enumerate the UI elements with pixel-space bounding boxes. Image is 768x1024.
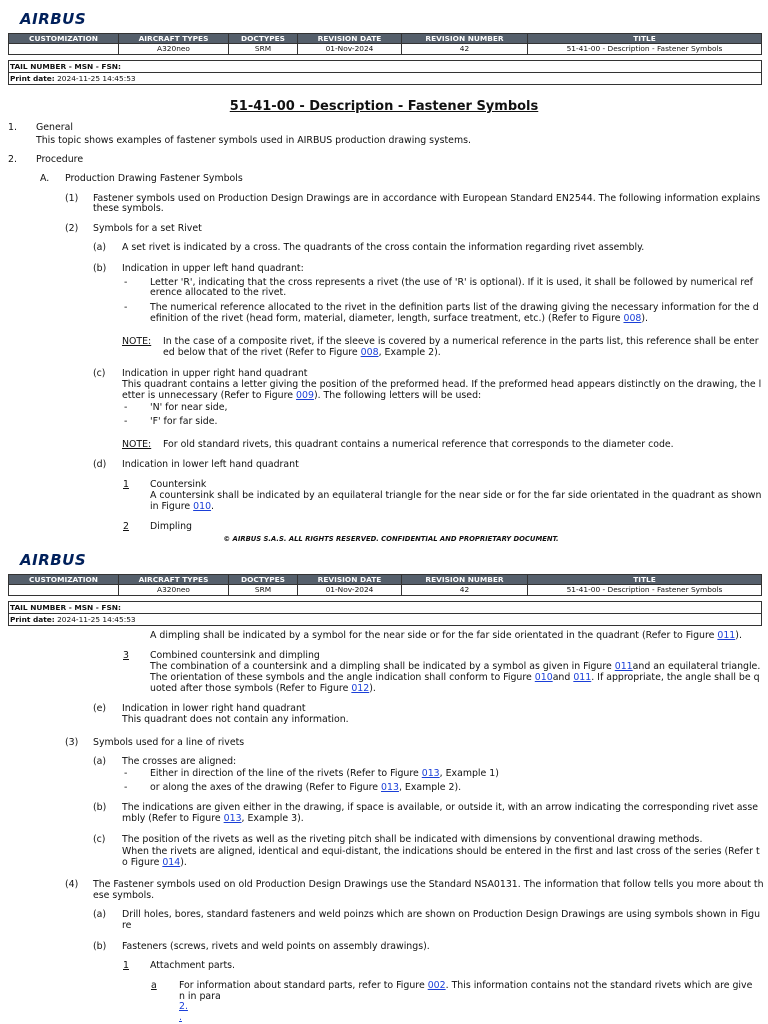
header-val-title: 51-41-00 - Description - Fastener Symbols [528, 585, 762, 596]
header-val-customization [9, 44, 119, 55]
paragraph-text: The position of the rivets as well as the riveting pitch shall be indicated with dimensions by conventional drawing methods. [122, 834, 703, 845]
paragraph-text: This topic shows examples of fastener symbols used in AIRBUS production drawing systems. [36, 135, 471, 146]
paragraph-text: This quadrant contains a letter giving the position of the preformed head. If the preformed head appears distinctly on the drawing, the l [122, 379, 762, 390]
item-heading: The crosses are aligned: [122, 756, 237, 767]
paragraph-text: Fastener symbols used on Production Design Drawings are in accordance with European Standard EN2544. The following information explains [93, 193, 761, 204]
step-number: 2 [123, 521, 129, 532]
paragraph-text: For information about standard parts, refer to Figure 002. This information contains not the standard rivets which are give [179, 980, 753, 991]
figure-link-011[interactable]: 011 [614, 661, 633, 672]
paragraph-text: When the rivets are aligned, identical and equi-distant, the indications should be entered in the first and last cross of the series (Refer t [122, 846, 760, 857]
step-number: 1 [123, 479, 129, 490]
header-col-doctypes: DOCTYPES [229, 575, 298, 585]
step-heading: Dimpling [150, 521, 193, 532]
header-val-revision-number: 42 [402, 44, 528, 55]
document-title: 51-41-00 - Description - Fastener Symbols [229, 99, 539, 114]
figure-link-008[interactable]: 008 [623, 313, 642, 324]
header-val-title: 51-41-00 - Description - Fastener Symbols [528, 44, 762, 55]
header-val-doctypes: SRM [229, 585, 298, 596]
section-number: 2. [8, 154, 17, 165]
paragraph-text: A countersink shall be indicated by an equilateral triangle for the near side or for the far side orientated in the quadrant as shown [150, 490, 762, 501]
item-letter: (c) [93, 368, 106, 379]
header-col-revision-date: REVISION DATE [298, 575, 402, 585]
header-val-aircraft-types: A320neo [119, 585, 229, 596]
paragraph-text: Either in direction of the line of the rivets (Refer to Figure 013, Example 1) [150, 768, 499, 779]
header-val-doctypes: SRM [229, 44, 298, 55]
step-number: 3 [123, 650, 129, 661]
paragraph-text: n in para [179, 991, 221, 1002]
paragraph-text: Drill holes, bores, standard fasteners and weld poinzs which are shown on Production Design Drawings are using symbols shown in Figu [122, 909, 761, 920]
header-col-doctypes: DOCTYPES [229, 34, 298, 44]
figure-link-002[interactable]: 002 [427, 980, 446, 991]
airbus-logo: AIRBUS [20, 551, 87, 569]
item-heading: Symbols for a set Rivet [93, 223, 202, 234]
header-col-revision-number: REVISION NUMBER [402, 34, 528, 44]
item-letter: (e) [93, 703, 107, 714]
header-val-revision-date: 01-Nov-2024 [298, 585, 402, 596]
paragraph-text: A set rivet is indicated by a cross. The quadrants of the cross contain the information regarding rivet assembly. [122, 242, 645, 253]
paragraph-text: or along the axes of the drawing (Refer to Figure 013, Example 2). [150, 782, 462, 793]
item-letter: (b) [93, 263, 107, 274]
header-col-revision-date: REVISION DATE [298, 34, 402, 44]
list-dash: - [124, 302, 128, 313]
document-header-table [8, 574, 762, 596]
header-val-revision-date: 01-Nov-2024 [298, 44, 402, 55]
subsection-number: A. [40, 173, 50, 184]
figure-link-013[interactable]: 013 [223, 813, 242, 824]
paragraph-text: 'F' for far side. [150, 416, 218, 427]
tail-number-label: TAIL NUMBER - MSN - FSN: [10, 603, 121, 612]
item-letter: (b) [93, 941, 107, 952]
item-letter: (a) [93, 756, 107, 767]
figure-link-010[interactable]: 010 [534, 672, 553, 683]
paragraph-text: these symbols. [93, 203, 164, 214]
para-link-2[interactable]: 2. [179, 1001, 188, 1012]
tail-number-row [8, 60, 762, 73]
item-letter: (d) [93, 459, 107, 470]
item-heading: Indication in upper left hand quadrant: [122, 263, 304, 274]
paragraph-text: ese symbols. [93, 890, 155, 901]
figure-link-013[interactable]: 013 [421, 768, 440, 779]
paragraph-text: in Figure 010. [150, 501, 215, 512]
section-heading-general: General [36, 122, 73, 133]
print-date-label: Print date: [10, 74, 55, 83]
paragraph-text: uoted after those symbols (Refer to Figure 012). [150, 683, 376, 694]
header-col-customization: CUSTOMIZATION [9, 34, 119, 44]
header-val-revision-number: 42 [402, 585, 528, 596]
header-col-revision-number: REVISION NUMBER [402, 575, 528, 585]
note-text: In the case of a composite rivet, if the sleeve is covered by a numerical reference in the parts list, this reference shall be enter [163, 336, 759, 347]
paragraph-text: The numerical reference allocated to the rivet in the definition parts list of the drawing giving the necessary information for the d [150, 302, 759, 313]
list-dash: - [124, 402, 128, 413]
paragraph-text: 'N' for near side, [150, 402, 228, 413]
paragraph-text: Letter 'R', indicating that the cross represents a rivet (the use of 'R' is optional). If it is used, it shall be followed by numerical ref [150, 277, 753, 288]
list-dash: - [124, 782, 128, 793]
header-col-aircraft-types: AIRCRAFT TYPES [119, 34, 229, 44]
note-label: NOTE: [122, 336, 152, 347]
paragraph-text: The combination of a countersink and a dimpling shall be indicated by a symbol as given in Figure 011and an equilateral triangle. [150, 661, 761, 672]
item-letter: (c) [93, 834, 106, 845]
figure-link-013[interactable]: 013 [381, 782, 399, 793]
paragraph-text: The indications are given either in the drawing, if space is available, or outside it, with an arrow indicating the corresponding rivet asse [122, 802, 758, 813]
paragraph-text: mbly (Refer to Figure 013, Example 3). [122, 813, 304, 824]
figure-link-011[interactable]: 011 [717, 630, 736, 641]
document-header-table [8, 33, 762, 55]
tail-number-label: TAIL NUMBER - MSN - FSN: [10, 62, 121, 71]
figure-link-011[interactable]: 011 [573, 672, 592, 683]
header-val-customization [9, 585, 119, 596]
item-letter: (a) [93, 909, 107, 920]
paragraph-text: erence allocated to the rivet. [150, 287, 287, 298]
header-col-aircraft-types: AIRCRAFT TYPES [119, 575, 229, 585]
paragraph-text: o Figure 014). [122, 857, 187, 868]
header-col-title: TITLE [528, 34, 762, 44]
print-date-row [8, 73, 762, 85]
item-heading: Indication in lower left hand quadrant [122, 459, 299, 470]
item-letter: (a) [93, 242, 107, 253]
header-col-customization: CUSTOMIZATION [9, 575, 119, 585]
header-col-title: TITLE [528, 575, 762, 585]
item-letter: (b) [93, 802, 107, 813]
print-date-value: 2024-11-25 14:45:53 [57, 74, 136, 83]
item-heading: Symbols used for a line of rivets [93, 737, 245, 748]
step-heading: Countersink [150, 479, 207, 490]
paragraph-text: re [122, 920, 132, 931]
paragraph-text: This quadrant does not contain any information. [122, 714, 349, 725]
item-heading: Indication in lower right hand quadrant [122, 703, 306, 714]
paragraph-text: The orientation of these symbols and the angle indication shall conform to Figure 010and 011. If appropriate, the angle shall be q [150, 672, 760, 683]
section-number: 1. [8, 122, 17, 133]
step-heading: Combined countersink and dimpling [150, 650, 320, 661]
item-heading: Fasteners (screws, rivets and weld points on assembly drawings). [122, 941, 430, 952]
item-number: (3) [65, 737, 79, 748]
figure-link-008[interactable]: 008 [360, 347, 379, 358]
note-label: NOTE: [122, 439, 152, 450]
item-number: (2) [65, 223, 79, 234]
subsection-heading: Production Drawing Fastener Symbols [65, 173, 243, 184]
print-date-label: Print date: [10, 615, 55, 624]
airbus-logo: AIRBUS [20, 10, 87, 28]
paragraph-text: The Fastener symbols used on old Production Design Drawings use the Standard NSA0131. The information that follow tells you more about th [93, 879, 764, 890]
paragraph-text: efinition of the rivet (head form, material, diameter, length, surface treatment, etc.) (Refer to Figure 008). [150, 313, 649, 324]
item-number: (1) [65, 193, 79, 204]
paragraph-text: A dimpling shall be indicated by a symbol for the near side or for the far side orientated in the quadrant (Refer to Figure 011). [150, 630, 742, 641]
figure-link-012[interactable]: 012 [351, 683, 370, 694]
para-link-continued[interactable]: . [179, 1012, 182, 1023]
header-val-aircraft-types: A320neo [119, 44, 229, 55]
figure-link-009[interactable]: 009 [296, 390, 314, 401]
print-date-value: 2024-11-25 14:45:53 [57, 615, 136, 624]
item-number: (4) [65, 879, 79, 890]
list-dash: - [124, 768, 128, 779]
print-date-row [8, 614, 762, 626]
step-number: 1 [123, 960, 129, 971]
copyright-notice: © AIRBUS S.A.S. ALL RIGHTS RESERVED. CONFIDENTIAL AND PROPRIETARY DOCUMENT. [223, 535, 559, 543]
note-text: For old standard rivets, this quadrant contains a numerical reference that corresponds to the diameter code. [163, 439, 674, 450]
sub-step-letter: a [151, 980, 157, 991]
item-heading: Indication in upper right hand quadrant [122, 368, 308, 379]
list-dash: - [124, 416, 128, 427]
list-dash: - [124, 277, 128, 288]
paragraph-text: etter is unnecessary (Refer to Figure 009). The following letters will be used: [122, 390, 482, 401]
note-text: ed below that of the rivet (Refer to Figure 008, Example 2). [163, 347, 441, 358]
section-heading-procedure: Procedure [36, 154, 84, 165]
figure-link-014[interactable]: 014 [162, 857, 181, 868]
tail-number-row [8, 601, 762, 614]
step-heading: Attachment parts. [150, 960, 236, 971]
figure-link-010[interactable]: 010 [193, 501, 212, 512]
